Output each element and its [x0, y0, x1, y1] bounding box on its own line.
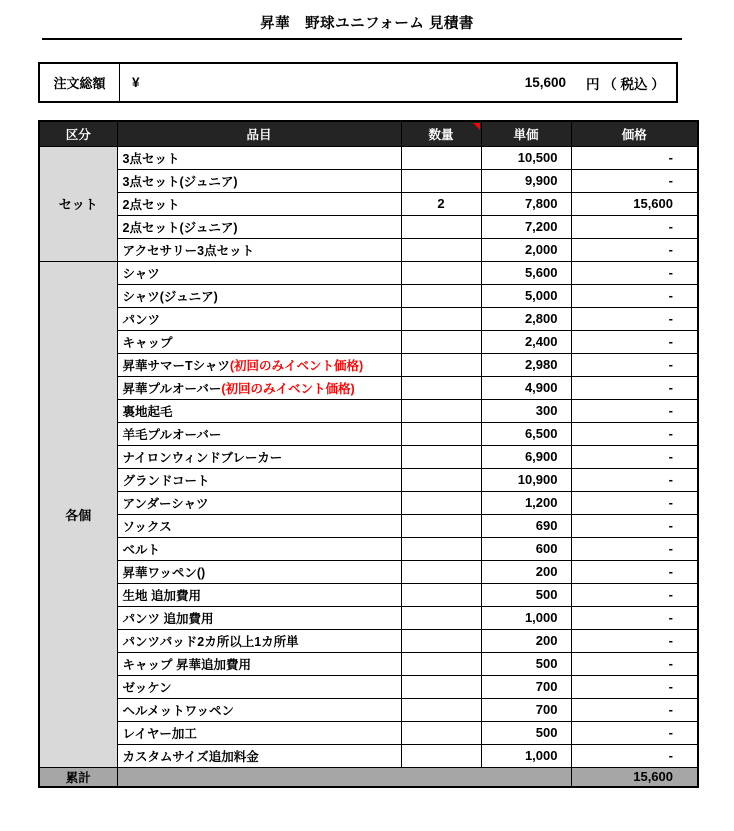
quantity-cell — [401, 261, 481, 284]
footer-total-cell: 15,600 — [571, 767, 698, 787]
header-unit-price: 単価 — [481, 121, 571, 146]
price-cell: - — [571, 468, 698, 491]
quantity-cell — [401, 468, 481, 491]
item-name-cell — [117, 307, 401, 330]
unit-price-cell: 1,000 — [481, 744, 571, 767]
item-name: ベルト — [122, 542, 161, 557]
item-name-cell — [117, 445, 401, 468]
item-name: 昇華プルオーバー — [122, 381, 222, 396]
price-cell: - — [571, 652, 698, 675]
order-total-unit: 円 （ 税込 ） — [586, 76, 665, 92]
item-name-cell — [117, 583, 401, 606]
item-name: 2点セット — [122, 197, 180, 212]
price-cell: - — [571, 284, 698, 307]
header-item: 品目 — [117, 121, 401, 146]
price-cell: - — [571, 491, 698, 514]
item-name-cell — [117, 652, 401, 675]
item-name: キャップ — [122, 335, 173, 350]
unit-price-cell: 10,500 — [481, 146, 571, 169]
item-name-cell — [117, 238, 401, 261]
table-row — [39, 284, 698, 307]
price-cell: 15,600 — [571, 192, 698, 215]
quantity-cell — [401, 330, 481, 353]
quantity-cell — [401, 422, 481, 445]
table-row — [39, 192, 698, 215]
table-footer-row — [39, 767, 698, 787]
price-cell: - — [571, 238, 698, 261]
unit-price-cell: 10,900 — [481, 468, 571, 491]
price-cell: - — [571, 606, 698, 629]
item-name-cell — [117, 330, 401, 353]
item-name: アクセサリー3点セット — [122, 243, 255, 258]
unit-price-cell: 9,900 — [481, 169, 571, 192]
item-name: 昇華ワッペン() — [122, 565, 206, 580]
item-name: ゼッケン — [122, 680, 172, 695]
page-title: 昇華 野球ユニフォーム 見積書 — [260, 16, 474, 32]
order-total-value — [120, 64, 676, 101]
item-name: パンツ 追加費用 — [122, 611, 214, 626]
table-row — [39, 238, 698, 261]
quantity-cell — [401, 744, 481, 767]
quantity-cell — [401, 606, 481, 629]
quantity-cell — [401, 169, 481, 192]
table-row — [39, 583, 698, 606]
price-cell: - — [571, 721, 698, 744]
table-row — [39, 468, 698, 491]
price-cell: - — [571, 675, 698, 698]
unit-price-cell: 5,000 — [481, 284, 571, 307]
unit-price-cell: 4,900 — [481, 376, 571, 399]
quantity-cell — [401, 491, 481, 514]
table-row — [39, 514, 698, 537]
item-name-cell — [117, 606, 401, 629]
unit-price-cell: 200 — [481, 629, 571, 652]
item-name: シャツ — [122, 266, 160, 281]
quantity-cell — [401, 560, 481, 583]
quantity-cell — [401, 238, 481, 261]
price-cell: - — [571, 514, 698, 537]
item-name: 羊毛プルオーバー — [122, 427, 222, 442]
unit-price-cell: 300 — [481, 399, 571, 422]
unit-price-cell: 7,200 — [481, 215, 571, 238]
item-name: 3点セット(ジュニア) — [122, 174, 238, 189]
order-total-box — [38, 62, 678, 103]
item-name-cell — [117, 422, 401, 445]
item-name: シャツ(ジュニア) — [122, 289, 218, 304]
item-name-cell — [117, 376, 401, 399]
item-name: 3点セット — [122, 151, 180, 166]
footer-spacer-cell — [117, 767, 571, 787]
item-name: カスタムサイズ追加料金 — [122, 749, 259, 764]
price-cell: - — [571, 399, 698, 422]
quantity-cell — [401, 629, 481, 652]
table-row — [39, 261, 698, 284]
quantity-cell — [401, 445, 481, 468]
unit-price-cell: 500 — [481, 583, 571, 606]
unit-price-cell: 5,600 — [481, 261, 571, 284]
unit-price-cell: 200 — [481, 560, 571, 583]
table-row — [39, 491, 698, 514]
order-total-label: 注文総額 — [40, 64, 120, 101]
price-cell: - — [571, 583, 698, 606]
item-name: 裏地起毛 — [122, 404, 173, 419]
unit-price-cell: 2,800 — [481, 307, 571, 330]
quantity-cell — [401, 698, 481, 721]
unit-price-cell: 600 — [481, 537, 571, 560]
item-name: 昇華サマーTシャツ — [122, 358, 230, 373]
item-name: グランドコート — [122, 473, 210, 488]
price-cell: - — [571, 330, 698, 353]
table-row — [39, 330, 698, 353]
title-underline — [42, 38, 682, 40]
table-row — [39, 721, 698, 744]
table-row — [39, 146, 698, 169]
quantity-cell — [401, 353, 481, 376]
price-cell: - — [571, 560, 698, 583]
unit-price-cell: 700 — [481, 698, 571, 721]
quantity-cell — [401, 583, 481, 606]
footer-label-cell: 累計 — [39, 767, 117, 787]
unit-price-cell: 1,200 — [481, 491, 571, 514]
item-name: 生地 追加費用 — [122, 588, 201, 603]
item-name: ソックス — [122, 519, 172, 534]
price-cell: - — [571, 698, 698, 721]
table-row — [39, 537, 698, 560]
quantity-cell — [401, 284, 481, 307]
table-row — [39, 445, 698, 468]
table-row — [39, 606, 698, 629]
price-cell: - — [571, 353, 698, 376]
table-row — [39, 399, 698, 422]
unit-price-cell: 2,400 — [481, 330, 571, 353]
price-cell: - — [571, 146, 698, 169]
quantity-cell — [401, 146, 481, 169]
item-name-cell — [117, 353, 401, 376]
item-name: 2点セット(ジュニア) — [122, 220, 238, 235]
item-name: レイヤー加工 — [122, 726, 197, 741]
price-cell: - — [571, 307, 698, 330]
price-cell: - — [571, 744, 698, 767]
header-category: 区分 — [39, 121, 117, 146]
order-total-amount: 15,600 — [524, 75, 566, 90]
item-name-cell — [117, 146, 401, 169]
unit-price-cell: 7,800 — [481, 192, 571, 215]
item-name-cell — [117, 169, 401, 192]
unit-price-cell: 500 — [481, 652, 571, 675]
table-row — [39, 169, 698, 192]
item-name: アンダーシャツ — [122, 496, 209, 511]
event-price-note: (初回のみイベント価格) — [229, 358, 364, 373]
quantity-cell — [401, 215, 481, 238]
unit-price-cell: 2,980 — [481, 353, 571, 376]
item-name-cell — [117, 215, 401, 238]
item-name-cell — [117, 675, 401, 698]
item-name-cell — [117, 560, 401, 583]
item-name-cell — [117, 721, 401, 744]
price-cell: - — [571, 215, 698, 238]
item-name-cell — [117, 399, 401, 422]
header-quantity: 数量 — [401, 121, 481, 146]
quantity-cell — [401, 652, 481, 675]
unit-price-cell: 690 — [481, 514, 571, 537]
quote-table-body — [39, 146, 698, 767]
table-row — [39, 422, 698, 445]
quantity-cell: 2 — [401, 192, 481, 215]
item-name-cell — [117, 491, 401, 514]
price-cell: - — [571, 537, 698, 560]
event-price-note: (初回のみイベント価格) — [221, 381, 355, 396]
table-row — [39, 376, 698, 399]
unit-price-cell: 1,000 — [481, 606, 571, 629]
table-row — [39, 629, 698, 652]
header-price: 価格 — [571, 121, 698, 146]
table-row — [39, 215, 698, 238]
quantity-cell — [401, 721, 481, 744]
item-name: パンツパッド2カ所以上1カ所単 — [122, 634, 299, 649]
item-name: ナイロンウィンドブレーカー — [122, 450, 283, 465]
table-row — [39, 560, 698, 583]
quantity-cell — [401, 307, 481, 330]
category-cell: 各個 — [39, 261, 117, 767]
price-cell: - — [571, 169, 698, 192]
item-name: キャップ 昇華追加費用 — [122, 657, 251, 672]
quantity-cell — [401, 376, 481, 399]
table-row — [39, 652, 698, 675]
item-name-cell — [117, 629, 401, 652]
table-row — [39, 307, 698, 330]
quantity-cell — [401, 514, 481, 537]
quote-table — [38, 120, 699, 788]
price-cell: - — [571, 629, 698, 652]
item-name: パンツ — [122, 312, 161, 327]
item-name-cell — [117, 468, 401, 491]
unit-price-cell: 6,900 — [481, 445, 571, 468]
category-cell: セット — [39, 146, 117, 261]
item-name-cell — [117, 192, 401, 215]
quantity-cell — [401, 399, 481, 422]
item-name-cell — [117, 284, 401, 307]
table-row — [39, 698, 698, 721]
table-row — [39, 744, 698, 767]
quantity-cell — [401, 537, 481, 560]
currency-symbol: ¥ — [132, 75, 140, 90]
comment-marker-icon — [473, 123, 480, 130]
price-cell: - — [571, 445, 698, 468]
item-name-cell — [117, 744, 401, 767]
price-cell: - — [571, 261, 698, 284]
item-name: ヘルメットワッペン — [122, 703, 235, 718]
item-name-cell — [117, 514, 401, 537]
unit-price-cell: 700 — [481, 675, 571, 698]
table-row — [39, 353, 698, 376]
item-name-cell — [117, 537, 401, 560]
item-name-cell — [117, 698, 401, 721]
price-cell: - — [571, 422, 698, 445]
price-cell: - — [571, 376, 698, 399]
unit-price-cell: 500 — [481, 721, 571, 744]
quantity-cell — [401, 675, 481, 698]
table-row — [39, 675, 698, 698]
unit-price-cell: 2,000 — [481, 238, 571, 261]
unit-price-cell: 6,500 — [481, 422, 571, 445]
item-name-cell — [117, 261, 401, 284]
table-header-row — [39, 121, 698, 146]
